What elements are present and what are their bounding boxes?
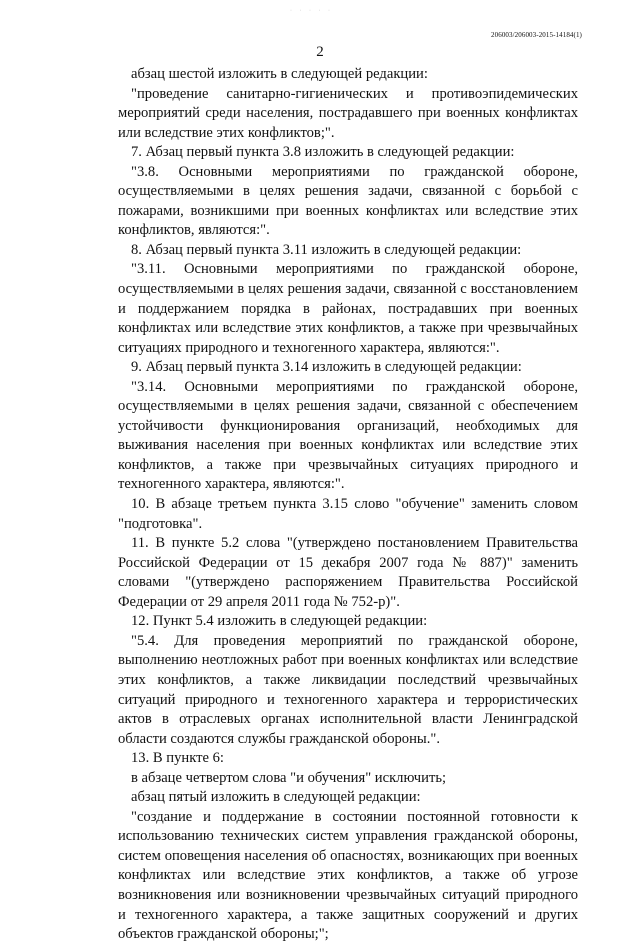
paragraph: "5.4. Для проведения мероприятий по гражданской обороне, выполнению неотложных работ при военных конфликтах или вследствие этих конфликтов, а также ликвидации последствий чрезвычайных ситуаций природного и техногенного характера и террористических актов в отраслевых органах исполнительной власти Ленинградской области создаются службы гражданской обороны.". xyxy=(118,632,578,747)
paragraph: "создание и поддержание в состоянии постоянной готовности к использованию технических систем управления гражданской обороны, систем оповещения населения об опасностях, возникающих при военных конфликтах или вследствие этих конфликтов, а также об угрозе возникновения или возникновении чрезвычайных ситуаций природного и техногенного характера, а также защитных сооружений и других объектов гражданской обороны;"; xyxy=(118,808,578,943)
paragraph: "3.14. Основными мероприятиями по гражданской обороне, осуществляемыми в целях решения задачи, связанной с обеспечением устойчивости функционирования организаций, необходимых для выживания населения при военных конфликтах или вследствие этих конфликтов, а также при чрезвычайных ситуациях природного и техногенного характера, являются:". xyxy=(118,378,578,493)
paragraph: 7. Абзац первый пункта 3.8 изложить в следующей редакции: xyxy=(131,144,515,161)
paragraph: 8. Абзац первый пункта 3.11 изложить в следующей редакции: xyxy=(131,241,522,258)
paragraph: абзац шестой изложить в следующей редакции: xyxy=(131,66,428,82)
paragraph: "3.8. Основными мероприятиями по гражданской обороне, осуществляемыми в целях решения задачи, связанной с борьбой с пожарами, возникшими при военных конфликтах или вследствие этих конфликтов, являются:". xyxy=(118,163,578,239)
paragraph: 13. В пункте 6: xyxy=(131,750,224,767)
paragraph: 9. Абзац первый пункта 3.14 изложить в следующей редакции: xyxy=(131,359,522,376)
paragraph: 12. Пункт 5.4 изложить в следующей редакции: xyxy=(131,613,428,630)
page-number: 2 xyxy=(316,44,324,60)
paragraph: в абзаце четвертом слова "и обучения" исключить; xyxy=(131,769,447,786)
paragraph: 11. В пункте 5.2 слова "(утверждено постановлением Правительства Российской Федерации от 15 декабря 2007 года № 887)" заменить словами "(утверждено распоряжением Правительства Российской Федерации от 29 апреля 2011 года № 752-р)". xyxy=(118,535,578,610)
document-body xyxy=(118,65,578,945)
paragraph: 10. В абзаце третьем пункта 3.15 слово "обучение" заменить словом "подготовка". xyxy=(118,496,578,532)
paragraph: "3.11. Основными мероприятиями по гражданской обороне, осуществляемыми в целях решения задачи, связанной с восстановлением и поддержанием порядка в районах, пострадавших при военных конфликтах или вследствие этих конфликтов, а также при чрезвычайных ситуациях природного и техногенного характера, являются:". xyxy=(118,261,578,356)
paragraph: абзац пятый изложить в следующей редакции: xyxy=(131,789,421,806)
document-id: 206003/206003-2015-14184(1) xyxy=(491,31,582,39)
paragraph: "проведение санитарно-гигиенических и противоэпидемических мероприятий среди населения, пострадавшего при военных конфликтах или вследствие этих конфликтов;". xyxy=(118,85,578,141)
scan-artifact: · · · · · xyxy=(290,8,333,14)
